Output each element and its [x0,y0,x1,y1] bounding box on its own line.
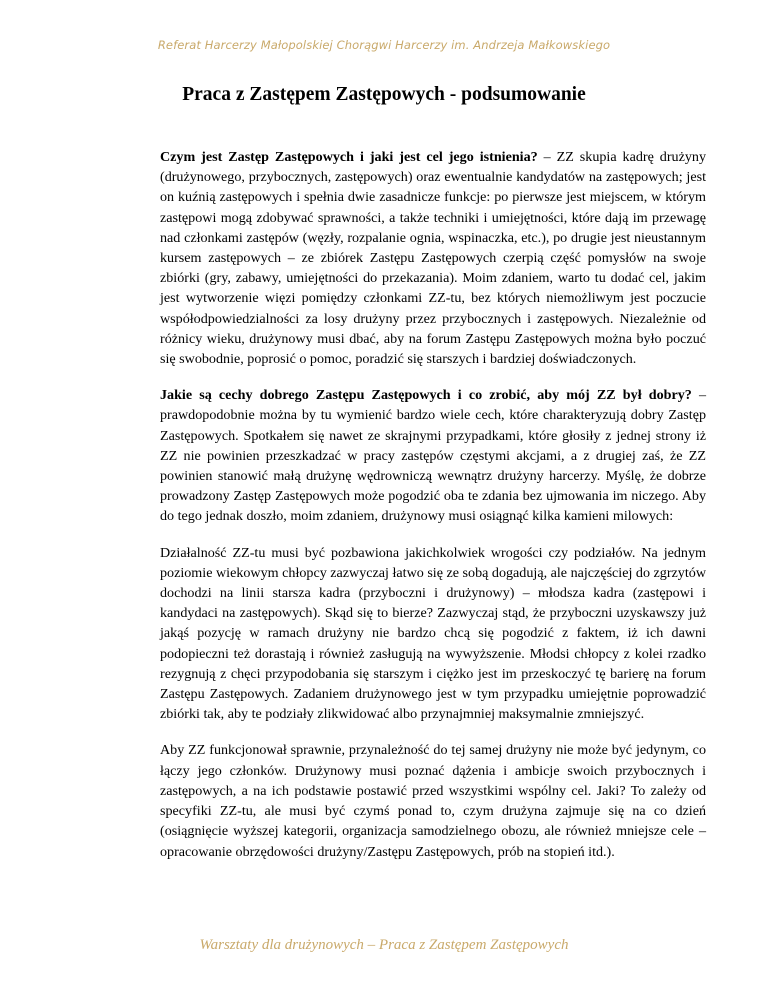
page-title: Praca z Zastępem Zastępowych - podsumowanie [182,84,586,105]
paragraph-4-text: Aby ZZ funkcjonował sprawnie, przynależność do tej samej drużyny nie może być jedynym, co łączy jego członków. Drużynowy musi poznać dążenia i ambicje swoich przybocznych i zastępowych, a na ich podstawie postawić przed wszystkimi wspólny cel. Jaki? To zależy od specyfiki ZZ-tu, ale musi być czymś ponad to, czym drużyna zajmuje się na co dzień (osiągnięcie wyższej kategorii, organizacja samodzielnego obozu, ale również mniejsze cele – opracowanie obrzędowości drużyny/Zastępu Zastępowych, prób na stopień itd.). [160,742,706,860]
document-body [160,147,706,878]
paragraph-2-question: Jakie są cechy dobrego Zastępu Zastępowych i co zrobić, aby mój ZZ był dobry? [160,387,692,404]
paragraph-2 [160,385,706,526]
paragraph-1-text: – ZZ skupia kadrę drużyny (drużynowego, przybocznych, zastępowych) oraz ewentualnie kandydatów na zastępowych; jest on kuźnią zastępowych i spełnia dwie zasadnicze funkcje: po pierwsze jest miejscem, w którym zastępowi mogą zdobywać sprawności, a także techniki i umiejętności, które dają im przewagę nad członkami zastępów (węzły, rozpalanie ognia, wspinaczka, etc.), po drugie jest nieustannym kursem zastępowych – ze zbiórek Zastępu Zastępowych czerpią część pomysłów na swoje zbiórki (gry, zabawy, umiejętności do przekazania). Moim zdaniem, warto tu dodać cel, jakim jest wytworzenie więzi pomiędzy członkami ZZ-tu, bez których niemożliwym jest poczucie współodpowiedzialności za losy drużyny przez przybocznych i zastępowych. Niezależnie od różnicy wieku, drużynowy musi dbać, aby na forum Zastępu Zastępowych można było poczuć się swobodnie, poprosić o pomoc, poradzić się starszych i bardziej doświadczonych. [160,149,706,368]
paragraph-3 [160,543,706,725]
paragraph-1 [160,147,706,369]
paragraph-4 [160,740,706,861]
paragraph-3-text: Działalność ZZ-tu musi być pozbawiona jakichkolwiek wrogości czy podziałów. Na jednym poziomie wiekowym chłopcy zazwyczaj łatwo się ze sobą dogadują, ale najczęściej do zgrzytów dochodzi na linii starsza kadra (przyboczni i drużynowy) – młodsza kadra (zastępowi i kandydaci na zastępowych). Skąd się to bierze? Zazwyczaj stąd, że przyboczni uzyskawszy już jakąś pozycję w ramach drużyny nie bardzo chcą się pogodzić z faktem, iż ich dawni podopieczni też dorastają i również zasługują na wywyższenie. Młodsi chłopcy z kolei rzadko rezygnują z chęci przypodobania się starszym i ciężko jest im przeskoczyć tę barierę na forum Zastępu Zastępowych. Zadaniem drużynowego jest w tym przypadku umiejętnie poprowadzić zbiórki tak, aby te podziały zlikwidować albo przynajmniej maksymalnie zmniejszyć. [160,544,706,723]
page-header: Referat Harcerzy Małopolskiej Chorągwi Harcerzy im. Andrzeja Małkowskiego [157,38,611,52]
paragraph-2-text: – prawdopodobnie można by tu wymienić bardzo wiele cech, które charakteryzują dobry Zastęp Zastępowych. Spotkałem się nawet ze skrajnymi przypadkami, które głosiły z jednej strony iż ZZ nie powinien przeszkadzać w pracy zastępów częstymi akcjami, a z drugiej zaś, że ZZ powinien stanowić małą drużynę wędrowniczą wewnątrz drużyny harcerzy. Myślę, że dobrze prowadzony Zastęp Zastępowych może pogodzić oba te zdania bez ujmowania im niczego. Aby do tego jednak doszło, moim zdaniem, drużynowy musi osiągnąć kilka kamieni milowych: [160,387,706,525]
page-footer: Warsztaty dla drużynowych – Praca z Zastępem Zastępowych [199,937,569,953]
paragraph-1-question: Czym jest Zastęp Zastępowych i jaki jest cel jego istnienia? [160,149,538,165]
